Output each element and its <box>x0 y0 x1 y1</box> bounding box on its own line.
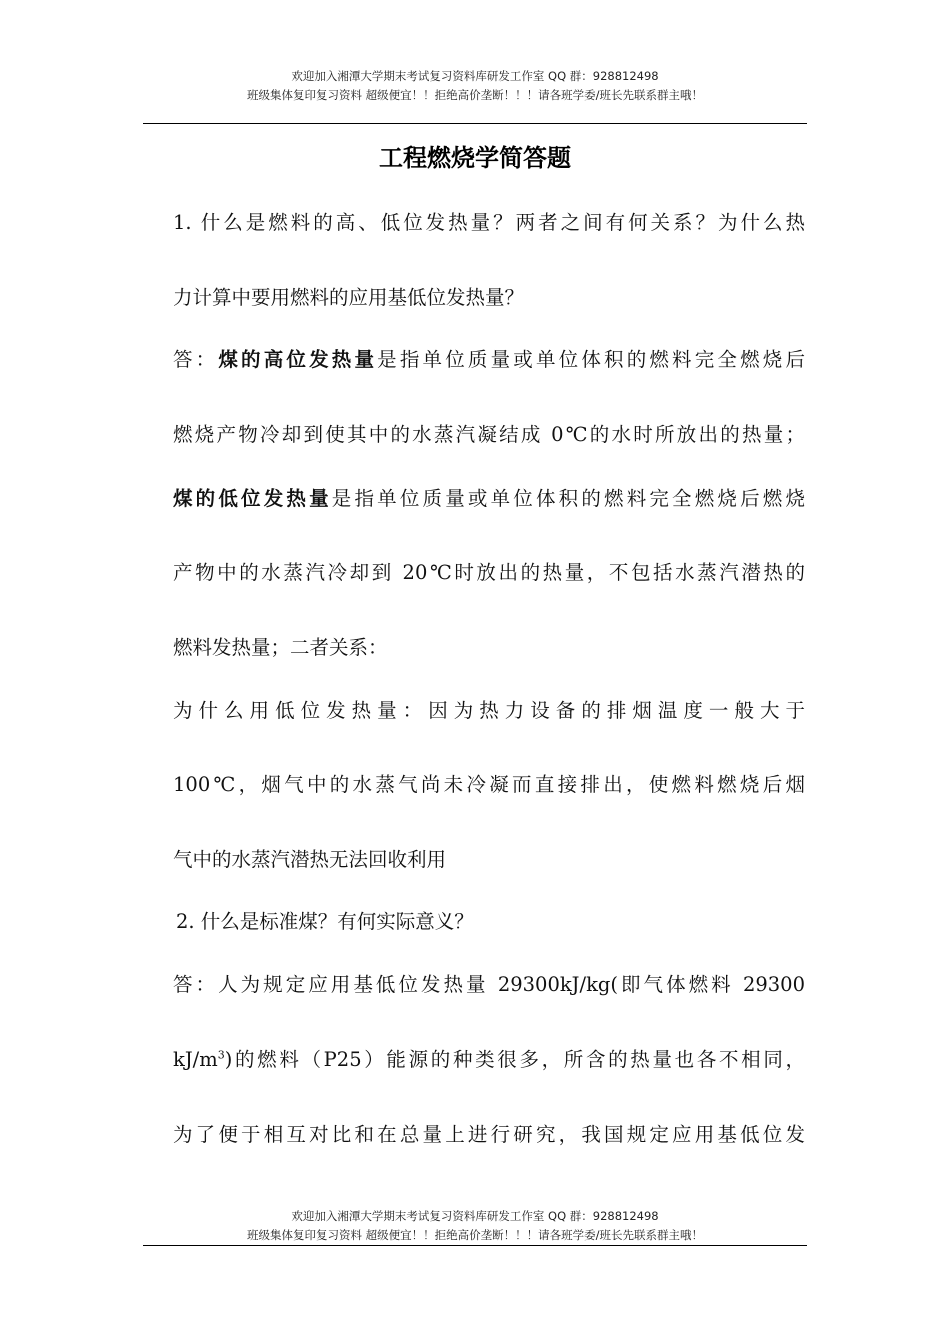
answer-2-line-1: 答：人为规定应用基低位发热量 29300kJ/kg(即气体燃料 29300 <box>173 973 805 996</box>
answer-1-prefix: 答： <box>173 348 219 371</box>
answer-2-unit-superscript: 3 <box>217 1048 225 1062</box>
term-high-heating-value: 煤的高位发热量 <box>218 348 378 371</box>
question-1-line-2: 力计算中要用燃料的应用基低位发热量？ <box>173 286 525 309</box>
answer-1-line-7: 100℃，烟气中的水蒸气尚未冷凝而直接排出，使燃料燃烧后烟 <box>173 773 805 796</box>
answer-1-line-2: 燃烧产物冷却到使其中的水蒸汽凝结成 0℃的水时所放出的热量； <box>173 423 805 446</box>
answer-1-line-1-rest: 是指单位质量或单位体积的燃料完全燃烧后 <box>377 348 805 371</box>
answer-1-line-5: 燃料发热量；二者关系： <box>173 636 388 659</box>
answer-2-line-3: 为了便于相互对比和在总量上进行研究，我国规定应用基低位发 <box>173 1123 805 1146</box>
answer-1-line-3 <box>173 484 805 514</box>
page-title: 工程燃烧学简答题 <box>379 144 571 172</box>
answer-2-line-2 <box>173 1045 805 1075</box>
question-2-line-1: 2. 什么是标准煤？有何实际意义？ <box>176 910 474 933</box>
answer-1-line-3-rest: 是指单位质量或单位体积的燃料完全燃烧后燃烧 <box>331 487 805 510</box>
answer-1-line-4: 产物中的水蒸汽冷却到 20℃时放出的热量，不包括水蒸汽潜热的 <box>173 561 805 584</box>
footer-line-1: 欢迎加入湘潭大学期末考试复习资料库研发工作室 QQ 群：928812498 <box>291 1209 659 1223</box>
answer-1-line-8: 气中的水蒸汽潜热无法回收利用 <box>173 848 447 871</box>
question-1-line-1: 1. 什么是燃料的高、低位发热量？两者之间有何关系？为什么热 <box>173 211 805 234</box>
header-line-2: 班级集体复印复习资料 超级便宜！！拒绝高价垄断！！！请各班学委/班长先联系群主哦！ <box>246 88 704 102</box>
answer-2-line-2-rest: )的燃料（P25）能源的种类很多，所含的热量也各不相同， <box>224 1048 805 1071</box>
footer-divider <box>143 1245 807 1246</box>
answer-1-line-1 <box>173 345 805 375</box>
term-low-heating-value: 煤的低位发热量 <box>173 487 332 510</box>
footer-line-2: 班级集体复印复习资料 超级便宜！！拒绝高价垄断！！！请各班学委/班长先联系群主哦！ <box>246 1228 704 1242</box>
answer-2-unit: kJ/m <box>173 1048 218 1071</box>
header-divider <box>143 123 807 124</box>
header-line-1: 欢迎加入湘潭大学期末考试复习资料库研发工作室 QQ 群：928812498 <box>291 69 659 83</box>
answer-1-line-6: 为什么用低位发热量：因为热力设备的排烟温度一般大于 <box>173 699 805 722</box>
